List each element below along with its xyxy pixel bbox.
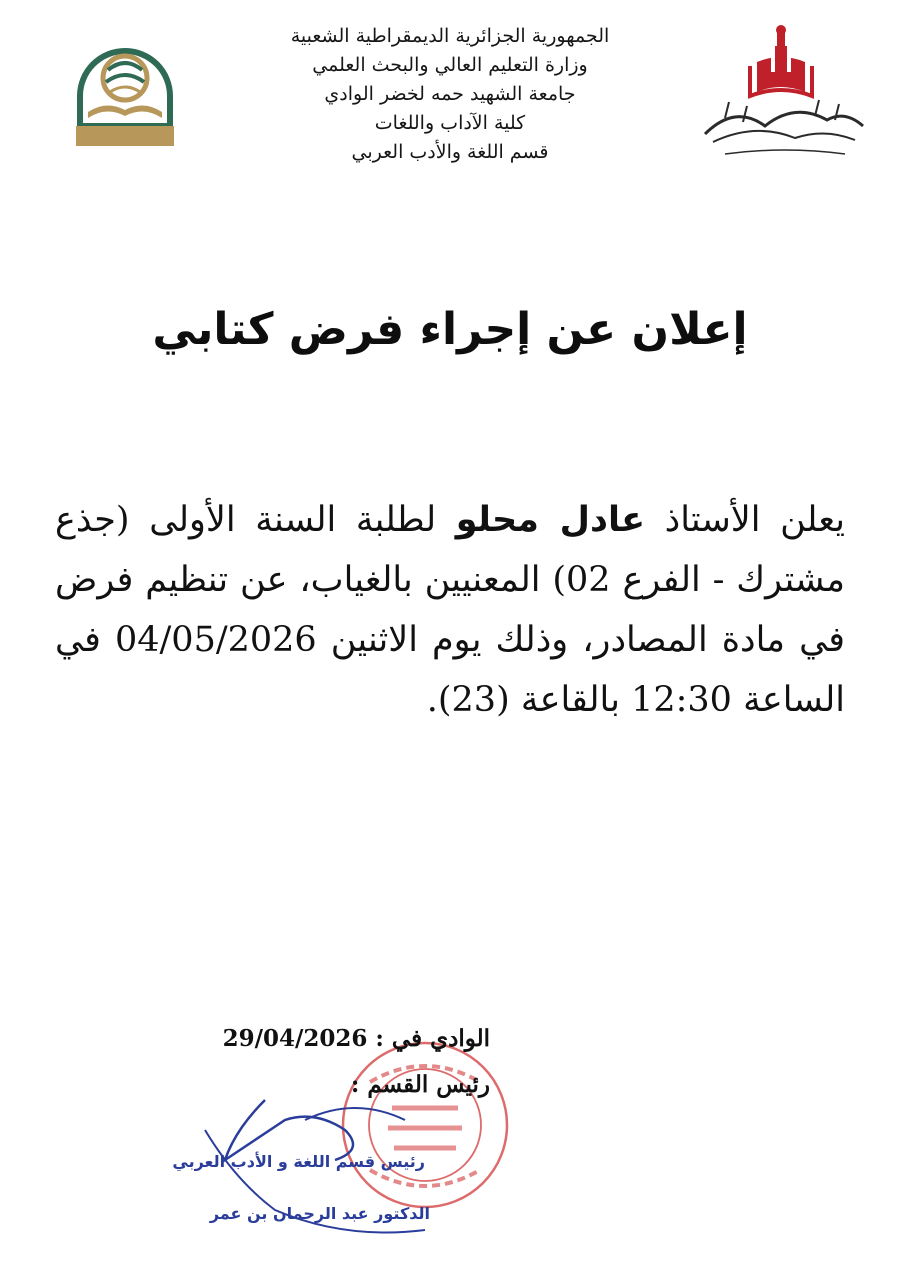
- header-line: الجمهورية الجزائرية الديمقراطية الشعبية: [290, 25, 610, 47]
- body-intro: يعلن الأستاذ: [645, 500, 845, 540]
- date-line: الوادي في : 29/04/2026: [222, 1025, 490, 1052]
- announcement-title: إعلان عن إجراء فرض كتابي: [152, 304, 748, 355]
- signature-name: الدكتور عبد الرحمان بن عمر: [209, 1204, 430, 1223]
- department-head-label: رئيس القسم :: [350, 1071, 490, 1098]
- header-line: وزارة التعليم العالي والبحث العلمي: [312, 54, 588, 76]
- header-line: كلية الآداب واللغات: [374, 112, 526, 134]
- signature-title: رئيس قسم اللغة و الأدب العربي: [172, 1152, 425, 1171]
- faculty-logo: [695, 22, 870, 162]
- professor-name: عادل محلو: [455, 500, 646, 540]
- header-line: جامعة الشهيد حمه لخضر الوادي: [324, 83, 576, 105]
- announcement-body: [55, 490, 845, 730]
- body-details: لطلبة السنة الأولى (جذع مشترك - الفرع 02) المعنيين بالغياب، عن تنظيم فرض في مادة المصادر، وذلك يوم الاثنين 04/05/2026 في الساعة 12:30 بالقاعة (23).: [55, 500, 846, 720]
- university-logo: [70, 26, 180, 148]
- header-line: قسم اللغة والأدب العربي: [351, 141, 549, 163]
- institution-header: [250, 22, 650, 167]
